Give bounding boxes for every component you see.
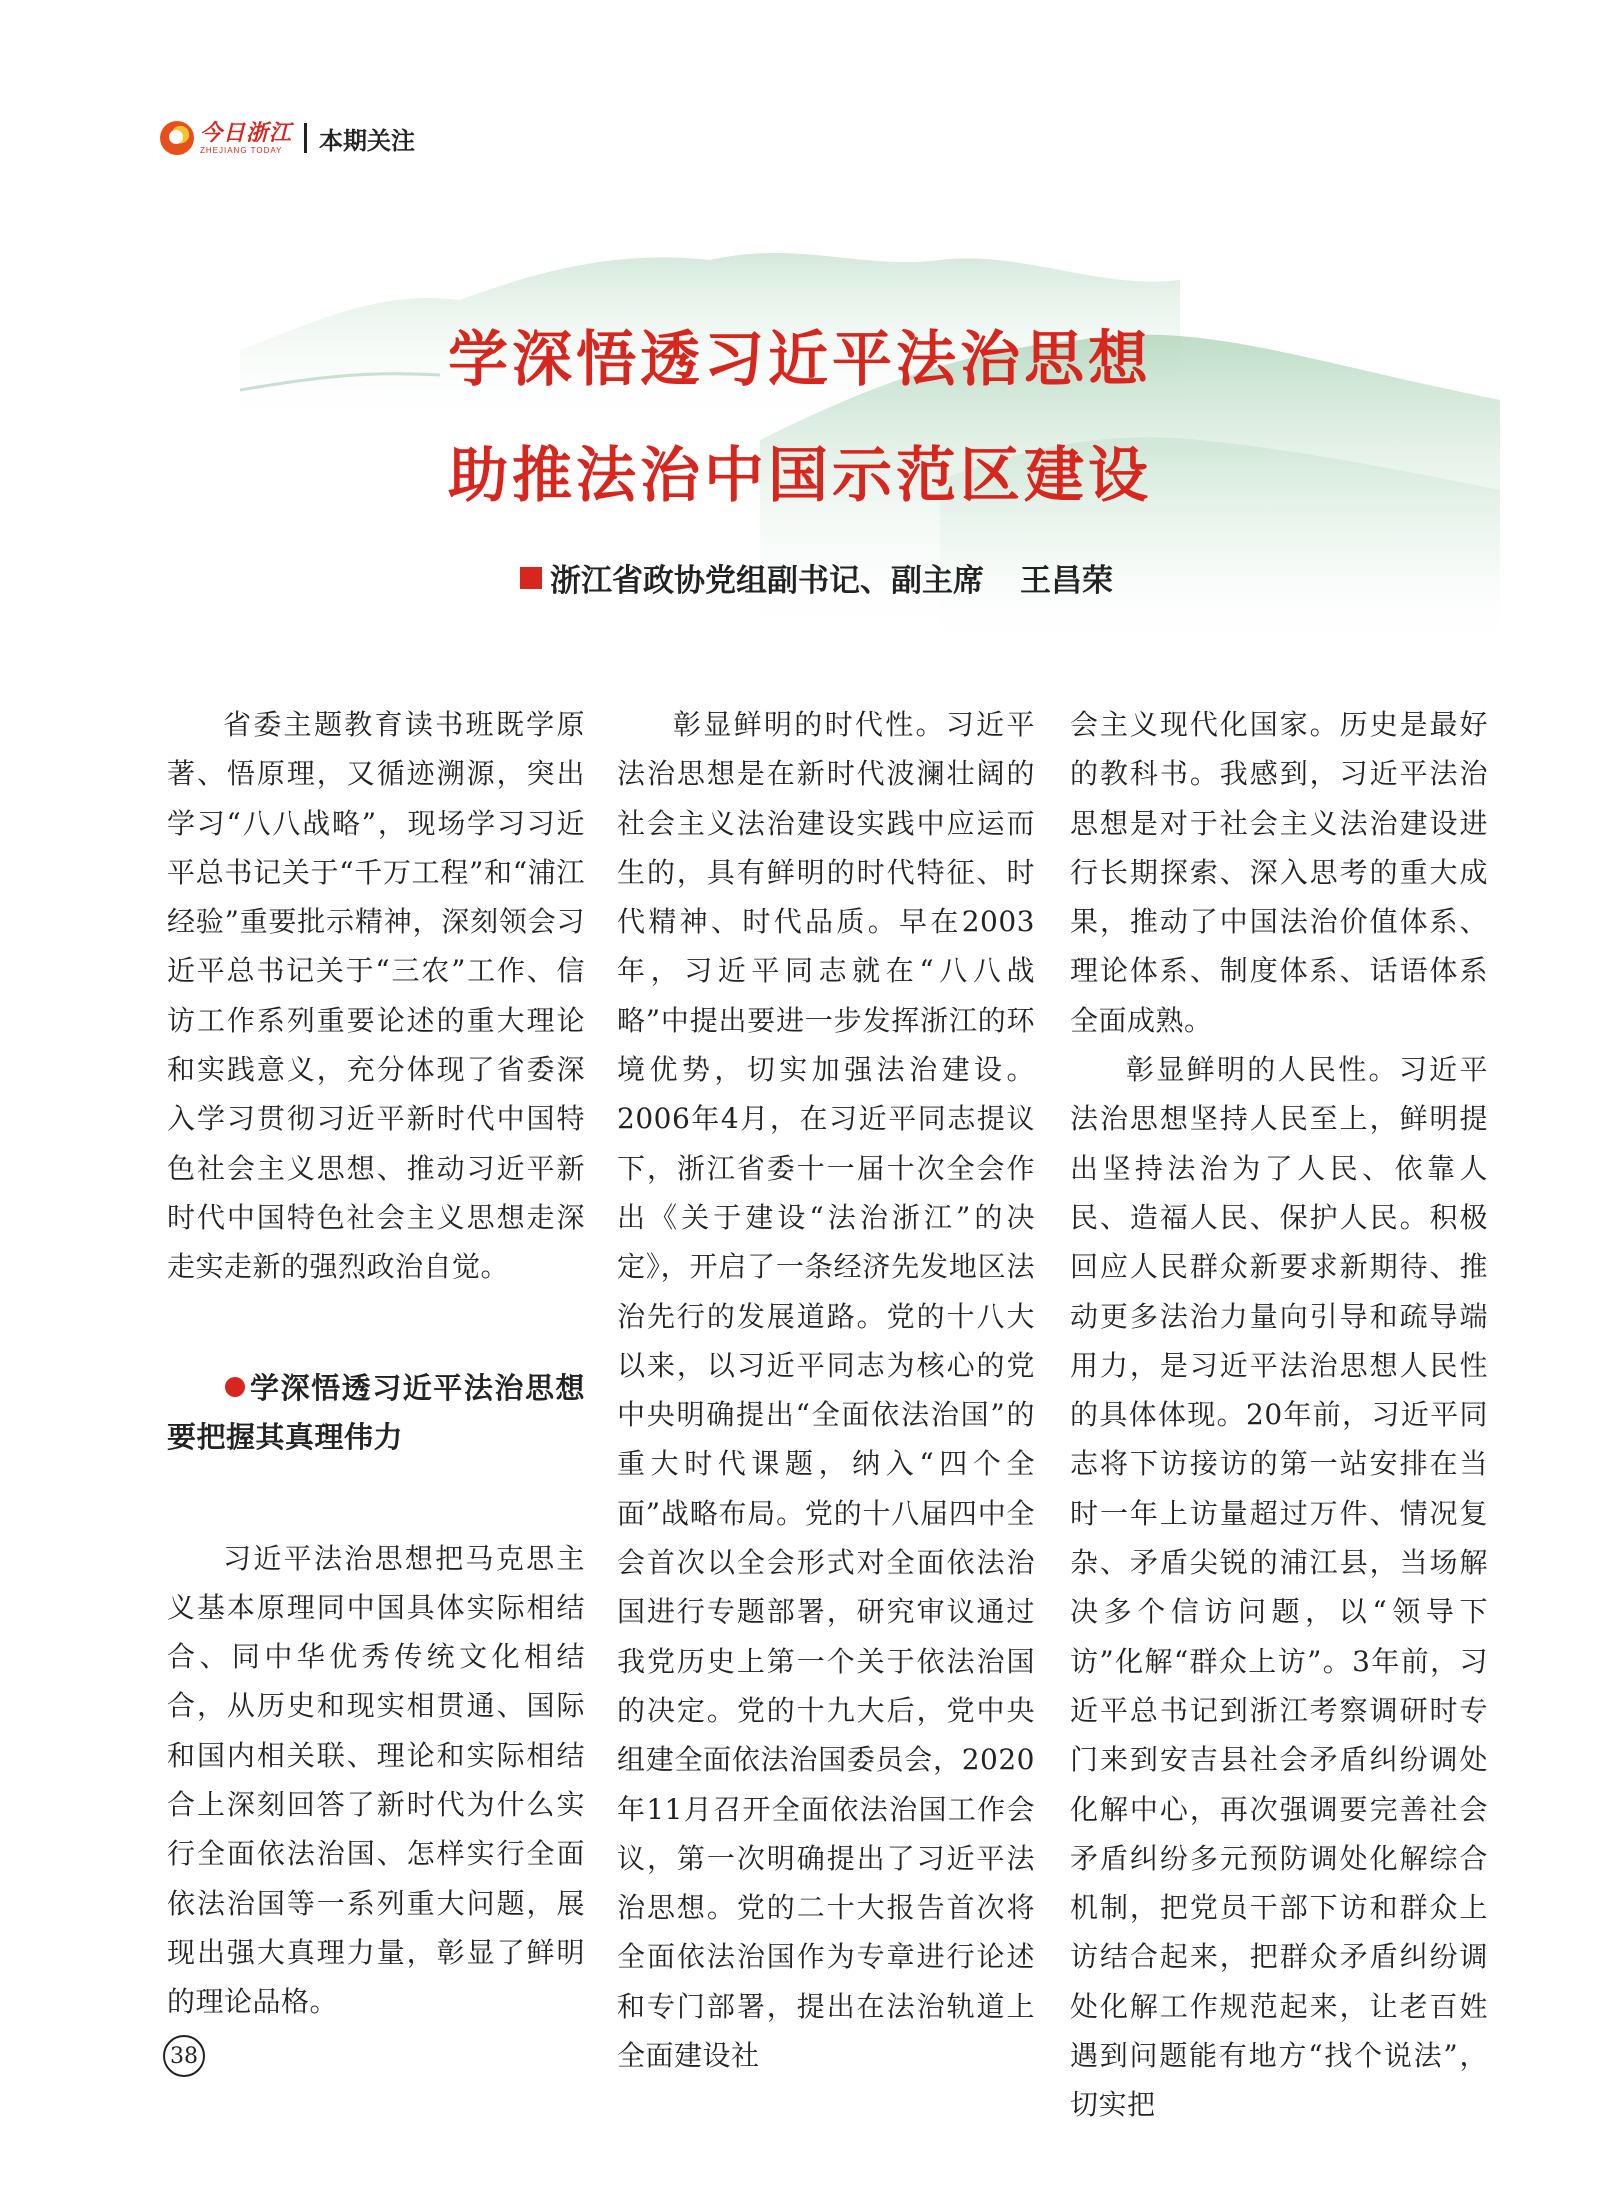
logo-icon (160, 121, 194, 155)
paragraph: 彰显鲜明的人民性。习近平法治思想坚持人民至上，鲜明提出坚持法治为了人民、依靠人民、造福人民、保护人民。积极回应人民群众新要求新期待、推动更多法治力量向引导和疏导端用力，是习近平法治思想人民性的具体体现。20年前，习近平同志将下访接访的第一站安排在当时一年上访量超过万件、情况复杂、矛盾尖锐的浦江县，当场解决多个信访问题，以“领导下访”化解“群众上访”。3年前，习近平总书记到浙江考察调研时专门来到安吉县社会矛盾纠纷调处化解中心，再次强调要完善社会矛盾纠纷多元预防调处化解综合机制，把党员干部下访和群众上访结合起来，把群众矛盾纠纷调处化解工作规范起来，让老百姓遇到问题能有地方“找个说法”，切实把 (1070, 1053, 1488, 2122)
paragraph: 省委主题教育读书班既学原著、悟原理，又循迹溯源，突出学习“八八战略”，现场学习习近平总书记关于“千万工程”和“浦江经验”重要批示精神，深刻领会习近平总书记关于“三农”工作、信访工作系列重要论述的重大理论和实践意义，充分体现了省委深入学习贯彻习近平新时代中国特色社会主义思想、推动习近平新时代中国特色社会主义思想走深走实走新的强烈政治自觉。 (167, 708, 585, 1284)
subheading-text: 学深悟透习近平法治思想要把握其真理伟力 (167, 1370, 585, 1454)
article-title-line-1: 学深悟透习近平法治思想 (448, 325, 1152, 395)
section-subheading (167, 1364, 585, 1462)
paragraph: 习近平法治思想把马克思主义基本原理同中国具体实际相结合、同中华优秀传统文化相结合，从历史和现实相贯通、国际和国内相关联、理论和实际相结合上深刻回答了新时代为什么实行全面依法治国、怎样实行全面依法治国等一系列重大问题，展现出强大真理力量，彰显了鲜明的理论品格。 (167, 1541, 585, 2019)
text-column-3 (1070, 700, 1488, 2130)
section-label: 本期关注 (319, 127, 416, 155)
logo-english-text: ZHEJIANG TODAY (200, 145, 283, 155)
article-title-line-2: 助推法治中国示范区建设 (448, 441, 1152, 511)
logo-chinese-text: 今日浙江 (200, 119, 293, 146)
text-column-2 (617, 700, 1035, 2080)
paragraph: 会主义现代化国家。历史是最好的教科书。我感到，习近平法治思想是对于社会主义法治建设进行长期探索、深入思考的重大成果，推动了中国法治价值体系、理论体系、制度体系、话语体系全面成熟。 (1070, 708, 1488, 1037)
header-divider (304, 123, 307, 153)
paragraph: 彰显鲜明的时代性。习近平法治思想是在新时代波澜壮阔的社会主义法治建设实践中应运而生的，具有鲜明的时代特征、时代精神、时代品质。早在2003年，习近平同志就在“八八战略”中提出要进一步发挥浙江的环境优势，切实加强法治建设。2006年4月，在习近平同志提议下，浙江省委十一届十次全会作出《关于建设“法治浙江”的决定》，开启了一条经济先发地区法治先行的发展道路。党的十八大以来，以习近平同志为核心的党中央明确提出“全面依法治国”的重大时代课题，纳入“四个全面”战略布局。党的十八届四中全会首次以全会形式对全面依法治国进行专题部署，研究审议通过我党历史上第一个关于依法治国的决定。党的十九大后，党中央组建全面依法治国委员会，2020年11月召开全面依法治国工作会议，第一次明确提出了习近平法治思想。党的二十大报告首次将全面依法治国作为专章进行论述和专门部署，提出在法治轨道上全面建设社 (617, 708, 1035, 2073)
page-number: 38 (163, 2035, 205, 2077)
byline-author: 王昌荣 (1020, 563, 1113, 599)
page-header (160, 118, 415, 158)
magazine-logo (160, 121, 292, 155)
bullet-dot-icon (225, 1377, 245, 1397)
text-column-1 (167, 700, 585, 2027)
byline-square-icon (520, 567, 542, 589)
byline (520, 555, 1113, 600)
byline-role: 浙江省政协党组副书记、副主席 (550, 563, 984, 599)
